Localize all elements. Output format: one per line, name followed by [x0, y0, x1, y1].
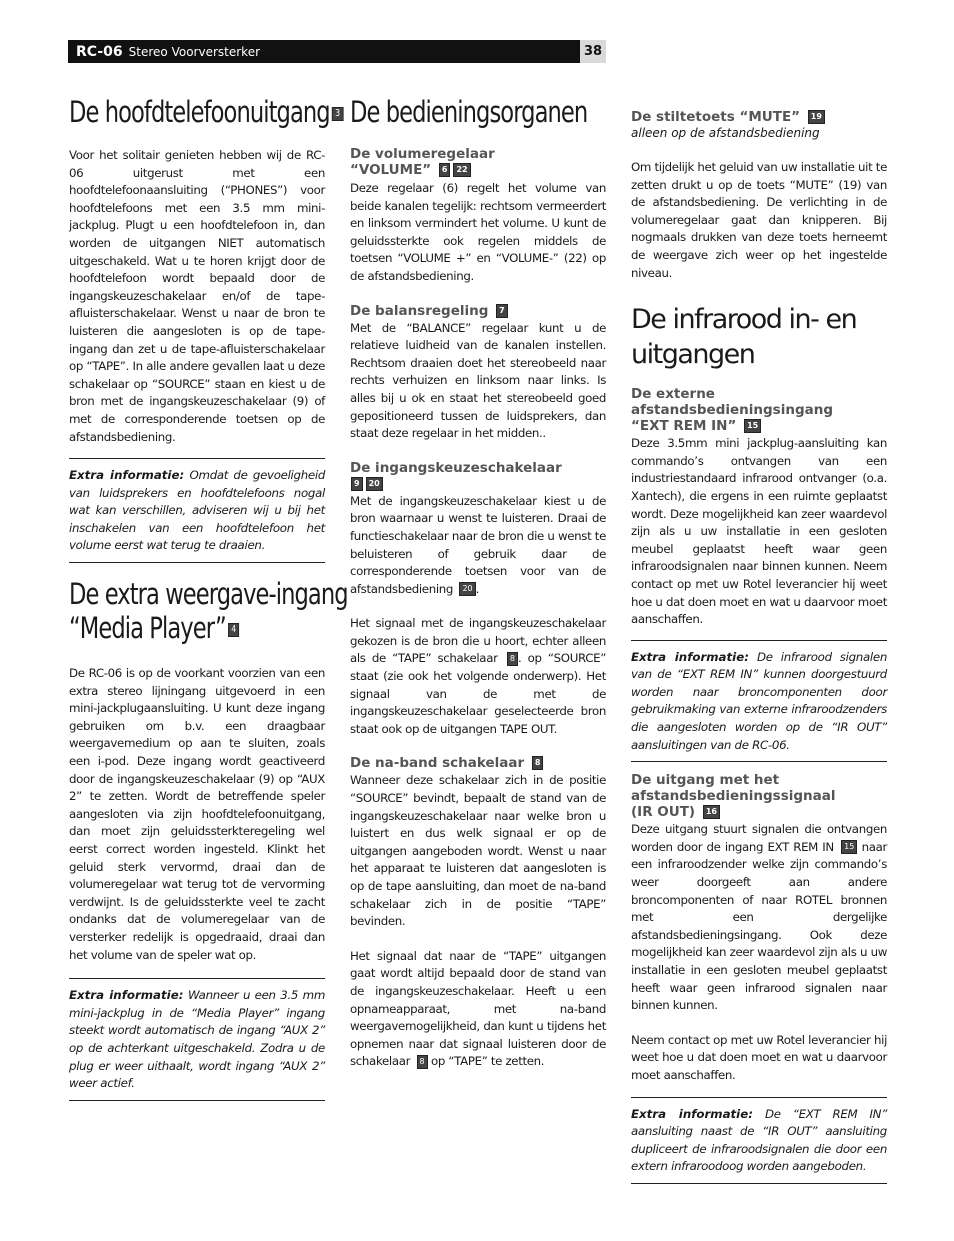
ref-badge: 6 [439, 163, 451, 177]
info-box-headphones [69, 458, 325, 563]
heading-ir-out: De uitgang met het afstandsbedieningssignaal (IR OUT) 16 [631, 772, 836, 821]
info-box-ext-rem-in [631, 640, 887, 763]
ref-badge: 3 [332, 107, 343, 121]
page-header [68, 40, 580, 63]
section-title-media-player: De extra weergave-ingang “Media Player” 4 [69, 577, 348, 646]
info-text: De “EXT REM IN” aansluiting naast de “IR OUT” aansluiting dupliceert de infraroodsignalen die door een extern infraroodoog worden aangeboden. [631, 1106, 888, 1174]
ref-badge: 19 [808, 110, 825, 124]
info-label: Extra informatie: [69, 988, 184, 1003]
tape-monitor-body-1: Wanneer deze schakelaar zich in de positie “SOURCE” bevindt, bepaalt de stand van de ingangskeuzeschakelaar naar welke bron u luistert en dus welk signaal er op de uitgangen aangeboden wordt. Wenst u naar het apparaat te luisteren dat aangesloten is op de tape aansluiting, dan moet de na-band schakelaar zich in de positie “TAPE” bevinden. [350, 773, 606, 929]
ref-badge: 7 [496, 304, 508, 318]
tape-monitor-body-2: Het signaal dat naar de “TAPE” uitgangen gaat wordt altijd bepaald door de stand van de ingangskeuzeschakelaar. Heeft u een opnameapparaat, met na-band weergavemogelijkheid, dan kunt u tijdens het opnemen naar dat signaal luisteren door de schakelaar 8 op “TAPE” te zetten. [350, 948, 606, 1069]
input-selector-body-1: Met de ingangskeuzeschakelaar kiest u de bron waarnaar u wenst te luisteren. Draai de functieschakelaar naar de bron die u wenst te beluisteren of gebruik daar de corresponderende toetsen voor van de afstandsbediening 20 . [350, 493, 606, 596]
ref-badge: 8 [532, 756, 544, 770]
mute-subtitle: alleen op de afstandsbediening [631, 126, 820, 140]
ref-badge: 4 [228, 623, 239, 637]
ref-badge: 22 [453, 163, 470, 177]
ref-badge: 8 [507, 652, 518, 666]
info-text: De infrarood signalen van de “EXT REM IN” kunnen doorgestuurd worden naar broncomponenten door gebruikmaking van externe infraroodzenders die aangesloten worden op de “IR OUT” aansluitingen van de RC-06. [631, 649, 888, 752]
section-title-controls: De bedieningsorganen [350, 95, 588, 129]
info-text: Wanneer u een 3.5 mm mini-jackplug in de “Media Player” ingang steekt wordt automatisch de ingang “AUX 2” op de achterkant uitgeschakeld. Zodra u de plug er weer uithaalt, wordt ingang “AUX 2” weer actief. [69, 988, 326, 1091]
balance-body: Met de “BALANCE” regelaar kunt u de relatieve luidheid van de kanalen instellen. Rechtsom draaien doet het stereobeeld naar rechts verhuizen en linksom naar links. Is alles bij u ok en staat het stereobeeld goed gepositioneerd tussen de luidsprekers, dan staat deze regelaar in het midden.. [350, 320, 606, 441]
ref-badge: 16 [703, 805, 720, 819]
info-label: Extra informatie: [631, 1106, 753, 1121]
heading-tape-monitor: De na-band schakelaar 8 [350, 755, 606, 771]
ref-badge: 15 [744, 419, 761, 433]
column-2 [350, 92, 606, 1071]
media-player-body: De RC-06 is op de voorkant voorzien van een extra stereo lijningang uitgevoerd in een mini-jackplugaansluiting. U kunt deze ingang gebruiken om b.v. een draagbaar weergavemedium op aan te sluiten, zoals een i-pod. Deze ingang wordt geactiveerd door de ingangskeuzeschakelaar (9) op “AUX 2” te zetten. Wordt de betreffende speler aangesloten via zijn hoofdtelefoonuitgang, dan moet zijn geluidssterkteregeling wel eerst correct worden ingesteld. Klinkt het geluid sterk vervormd, draai dan de volumeregelaar wat terug tot de vervorming verdwijnt. Is de geluidssterkte veel te zacht ondanks dat de volumeregelaar van de versterker redelijk is opgedraaid, draai dan het volume van de speler wat op. [69, 666, 325, 962]
header-title: Stereo Voorversterker [128, 44, 261, 59]
headphones-body: Voor het solitair genieten hebben wij de RC-06 uitgerust met een hoofdtelefoonaansluiting (“PHONES”) voor hoofdtelefoons met een 3.5 mm mini-jackplug. Plugt u een hoofdtelefoon in, dan worden de uitgangen NIET automatisch uitgeschakeld. Wat u te horen krijgt door de hoofdtelefoon wordt bepaald door de ingangskeuzeschakelaar en/of de tape-afluisterschakelaar. Wenst u naar de bron te luisteren die aangesloten is op de tape-ingang dan zet u de tape-afluisterschakelaar op “TAPE”. In alle andere gevallen laat u deze schakelaar op “SOURCE” staan en kiest u de bron met de ingangskeuzeschakelaar (9) of met de corresponderende toetsen op de afstandsbediening. [69, 148, 325, 444]
ref-badge: 20 [366, 477, 383, 491]
ref-badge: 9 [351, 477, 363, 491]
info-label: Extra informatie: [69, 468, 185, 483]
info-box-ir-out [631, 1097, 887, 1184]
heading-balance: De balansregeling 7 [350, 303, 606, 319]
ref-badge: 20 [459, 582, 475, 596]
mute-body: Om tijdelijk het geluid van uw installatie uit te zetten drukt u op de toets “MUTE” (19) van de afstandsbediening. De verlichting in de volumeregelaar gaat dan knipperen. Bij nogmaals drukken van deze toets herneemt de weergave zich weer op het ingestelde niveau. [631, 160, 887, 280]
info-box-media-player [69, 978, 325, 1101]
info-text: Omdat de gevoeligheid van luidsprekers en hoofdtelefoons nogal wat kan verschillen, adviseren wij u bij het inschakelen van een hoofdtelefoon het volume eerst wat terug te draaien. [69, 468, 326, 553]
ref-badge: 15 [841, 840, 857, 854]
header-model: RC-06 [76, 43, 123, 60]
ir-out-body: Deze uitgang stuurt signalen die ontvangen worden door de ingang EXT REM IN 15 naar een infraroodzender welke zijn commando’s weer doorgeeft aan andere broncomponenten of naar ROTEL bronnen met een dergelijke afstandsbedieningsingang. Ook deze mogelijkheid kan zeer waardevol zijn als u uw installatie in een gesloten meubel geplaatst heeft waar geen infrarood signalen naar binnen kunnen. [631, 822, 888, 1013]
info-label: Extra informatie: [631, 649, 749, 664]
ir-out-body-2: Neem contact op met uw Rotel leverancier hij weet hoe u dat doen moet en wat u daarvoor moet aanschaffen. [631, 1032, 887, 1082]
heading-mute: De stiltetoets “MUTE” 19 [631, 109, 887, 125]
ref-badge: 8 [417, 1055, 428, 1069]
ext-rem-in-body: Deze 3.5mm mini jackplug-aansluiting kan commando’s ontvangen van een industriestandaard infrarood ontvanger (o.a. Xantech), die ergens in een ruimte geplaatst wordt. Deze mogelijkheid kan zeer waardevol zijn als u uw installatie in een gesloten meubel geplaatst heeft waar geen infraroodsignalen naar binnen kunnen. Neem contact op met uw Rotel leverancier hij weet hoe u dat doen moet en wat u daarvoor moet aanschaffen. [631, 436, 887, 627]
section-title-headphones: De hoofdtelefoonuitgang 3 [69, 94, 269, 130]
input-selector-body-2: Het signaal met de ingangskeuzeschakelaar gekozen is de bron die u hoort, echter alleen als de “TAPE” schakelaar 8 . op “SOURCE” staat (zie ook het volgende onderwerp). Het signaal van de met de ingangskeuzeschakelaar geselecteerde bron staat ook op de uitgangen TAPE OUT. [350, 616, 606, 736]
page-number: 38 [580, 40, 606, 63]
section-title-infrared: De infrarood in- en uitgangen [631, 304, 857, 371]
heading-ext-rem-in: De externe afstandsbedieningsingang “EXT REM IN” 15 [631, 386, 833, 435]
column-1 [69, 92, 348, 1101]
column-3 [631, 92, 887, 1184]
heading-volume: De volumeregelaar “VOLUME” 6 22 [350, 146, 495, 178]
volume-body: Deze regelaar (6) regelt het volume van beide kanalen tegelijk: rechtsom vermeerdert en linksom vermindert het volume. U kunt de geluidssterkte ook regelen middels de toetsen “VOLUME +” en “VOLUME-” (22) op de afstandsbediening. [350, 181, 606, 283]
heading-input-selector: De ingangskeuzeschakelaar 9 20 [350, 460, 606, 492]
